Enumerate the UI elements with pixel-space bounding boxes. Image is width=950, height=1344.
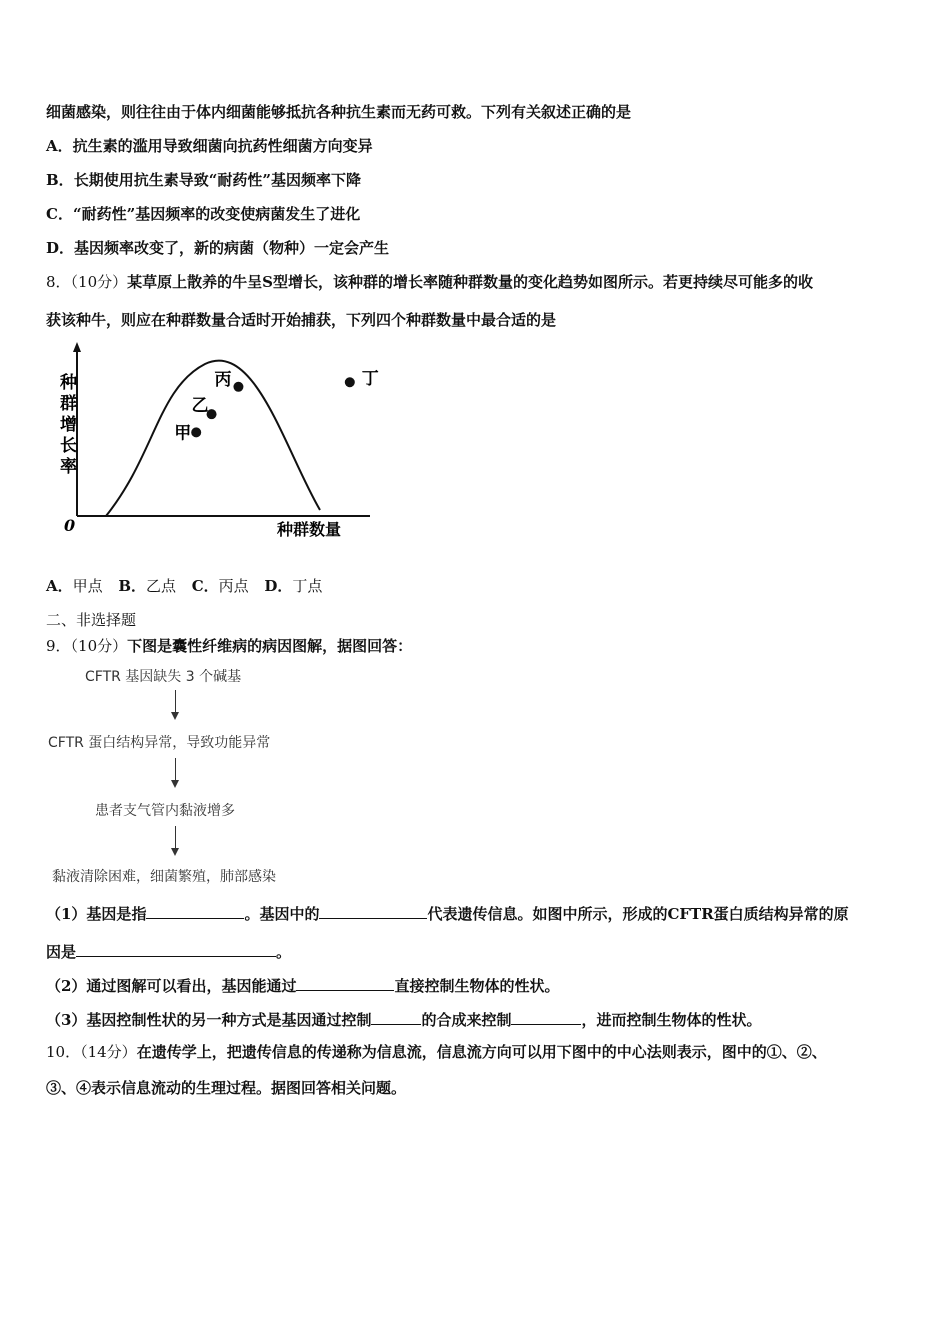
point-label: 丙 [214, 369, 232, 390]
answer-blank[interactable] [511, 1008, 581, 1025]
point-label: 乙 [191, 396, 209, 417]
flow-step-4: 黏液清除困难，细菌繁殖，肺部感染 [52, 869, 276, 885]
section-title: 二、非选择题 [46, 611, 137, 629]
x-axis-label: 种群数量 [277, 520, 342, 539]
flow-step-1: CFTR 基因缺失 3 个碱基 [85, 669, 242, 685]
answer-blank[interactable] [296, 974, 394, 991]
curve-point [345, 377, 355, 387]
curve-point [191, 427, 201, 437]
flow-step-2: CFTR 蛋白结构异常，导致功能异常 [48, 735, 271, 751]
flow-arrow-1 [175, 690, 176, 718]
point-label: 丁 [361, 369, 379, 390]
y-axis-arrow [73, 342, 81, 352]
flow-arrow-3 [175, 826, 176, 854]
q8-stem-line1: 8．（10分）某草原上散养的牛呈S型增长，该种群的增长率随种群数量的变化趋势如图所示。若更持续尽可能多的收 [46, 273, 813, 291]
flow-arrow-2 [175, 758, 176, 786]
origin-label: 0 [64, 516, 76, 535]
y-axis-label: 种群增长率 [60, 373, 77, 477]
q9-sub1-line2: 因是 。 [46, 940, 291, 962]
point-label: 甲 [174, 423, 192, 444]
curve-point [233, 382, 243, 392]
answer-blank[interactable] [319, 902, 427, 919]
q10-stem-line2: ③、④表示信息流动的生理过程。据图回答相关问题。 [46, 1079, 407, 1097]
flow-step-3: 患者支气管内黏液增多 [95, 803, 235, 819]
q9-sub2: （2）通过图解可以看出，基因能通过 直接控制生物体的性状。 [46, 974, 559, 996]
q9-sub1-line1: （1）基因是指 。基因中的 代表遗传信息。如图中所示，形成的CFTR蛋白质结构异常的原 [46, 902, 849, 924]
q7-stem-tail: 细菌感染，则往往由于体内细菌能够抵抗各种抗生素而无药可救。下列有关叙述正确的是 [46, 103, 632, 121]
answer-blank[interactable] [76, 940, 276, 957]
q7-option-a: A．抗生素的滥用导致细菌向抗药性细菌方向变异 [46, 137, 373, 155]
q9-sub3: （3）基因控制性状的另一种方式是基因通过控制 的合成来控制 ，进而控制生物体的性状。 [46, 1008, 761, 1030]
q8-options: A．甲点 B．乙点 C．丙点 D．丁点 [46, 577, 323, 595]
q10-stem-line1: 10．（14分）在遗传学上，把遗传信息的传递称为信息流，信息流方向可以用下图中的中心法则表示，图中的①、②、 [46, 1043, 827, 1061]
growth-rate-graph [40, 340, 380, 545]
q7-option-c: C．“耐药性”基因频率的改变使病菌发生了进化 [46, 205, 361, 223]
q8-stem-line2: 获该种牛，则应在种群数量合适时开始捕获，下列四个种群数量中最合适的是 [46, 311, 557, 329]
q9-stem: 9．（10分）下图是囊性纤维病的病因图解，据图回答： [46, 637, 413, 655]
answer-blank[interactable] [371, 1008, 421, 1025]
q7-option-d: D．基因频率改变了，新的病菌（物种）一定会产生 [46, 239, 390, 257]
answer-blank[interactable] [146, 902, 244, 919]
q7-option-b: B．长期使用抗生素导致“耐药性”基因频率下降 [46, 171, 361, 189]
growth-curve [106, 361, 320, 516]
